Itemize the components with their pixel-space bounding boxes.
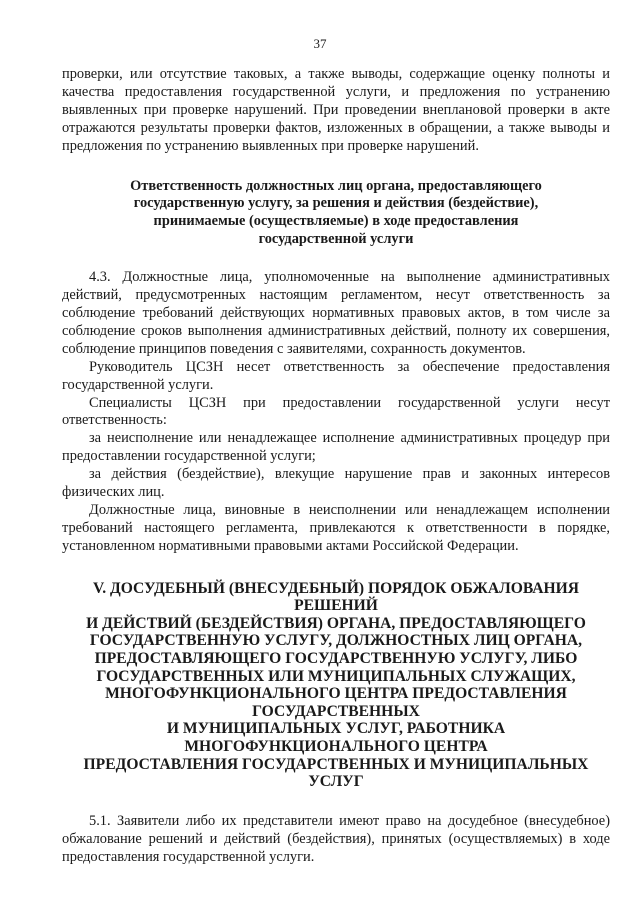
chapter-heading-line: ПРЕДОСТАВЛЕНИЯ ГОСУДАРСТВЕННЫХ И МУНИЦИПАЛЬНЫХ УСЛУГ	[83, 755, 589, 791]
section-heading-line: принимаемые (осуществляемые) в ходе предоставления	[153, 213, 519, 230]
chapter-heading-appeal	[62, 580, 610, 791]
chapter-heading-line: РЕШЕНИЙ	[294, 597, 378, 615]
chapter-heading-line: ПРЕДОСТАВЛЯЮЩЕГО ГОСУДАРСТВЕННУЮ УСЛУГУ, ЛИБО	[94, 650, 578, 668]
section-heading-responsibility	[62, 178, 610, 250]
paragraph-improper-execution: за неисполнение или ненадлежащее исполнение административных процедур при предоставлении государственной услуги;	[62, 430, 610, 465]
chapter-heading-line: ГОСУДАРСТВЕННЫХ ИЛИ МУНИЦИПАЛЬНЫХ СЛУЖАЩИХ,	[96, 667, 576, 685]
page-number: 37	[313, 36, 327, 51]
paragraph-officials-liability: Должностные лица, виновные в неисполнении или ненадлежащем исполнении требований настоящего регламента, привлекаются к ответственности в порядке, установленном нормативными правовыми актами Российской Федерации.	[62, 501, 610, 554]
chapter-heading-line: V. ДОСУДЕБНЫЙ (ВНЕСУДЕБНЫЙ) ПОРЯДОК ОБЖАЛОВАНИЯ	[92, 579, 580, 597]
chapter-heading-line: ГОСУДАРСТВЕННЫХ	[252, 702, 420, 720]
chapter-heading-line: МНОГОФУНКЦИОНАЛЬНОГО ЦЕНТРА ПРЕДОСТАВЛЕНИЯ	[105, 685, 567, 703]
chapter-heading-line: ГОСУДАРСТВЕННУЮ УСЛУГУ, ДОЛЖНОСТНЫХ ЛИЦ ОРГАНА,	[89, 632, 583, 650]
paragraph-4-3: 4.3. Должностные лица, уполномоченные на выполнение административных действий, предусмотренных настоящим регламентом, несут ответственность за соблюдение требований действующих нормативных правовых актов, в том числе за соблюдение сроков выполнения административных действий, полноту их совершения, соблюдение принципов поведения с заявителями, сохранность документов.	[62, 269, 610, 357]
paragraph-5-1: 5.1. Заявители либо их представители имеют право на досудебное (внесудебное) обжалование решений и действий (бездействия), принятых (осуществляемых) в ходе предоставления государственной услуги.	[62, 812, 610, 865]
paragraph-specialists-responsibility: Специалисты ЦСЗН при предоставлении государственной услуги несут ответственность:	[62, 394, 610, 429]
paragraph-head-responsibility: Руководитель ЦСЗН несет ответственность за обеспечение предоставления государственной услуги.	[62, 358, 610, 393]
section-heading-line: Ответственность должностных лиц органа, предоставляющего	[130, 177, 542, 194]
chapter-heading-line: И МУНИЦИПАЛЬНЫХ УСЛУГ, РАБОТНИКА	[166, 720, 506, 738]
chapter-heading-line: И ДЕЙСТВИЙ (БЕЗДЕЙСТВИЯ) ОРГАНА, ПРЕДОСТАВЛЯЮЩЕГО	[86, 614, 586, 632]
chapter-heading-line: МНОГОФУНКЦИОНАЛЬНОГО ЦЕНТРА	[184, 738, 488, 755]
intro-paragraph: проверки, или отсутствие таковых, а также выводы, содержащие оценку полноты и качества предоставления государственной услуги, и предложения по устранению выявленных при проверке нарушений. При проведении внеплановой проверки в акте отражаются результаты проверки фактов, изложенных в обращении, а также выводы и предложения по устранению выявленных при проверке нарушений.	[62, 66, 610, 154]
section-heading-line: государственную услугу, за решения и действия (бездействие),	[133, 195, 539, 212]
paragraph-rights-violation: за действия (бездействие), влекущие нарушение прав и законных интересов физических лиц.	[62, 466, 610, 501]
page-content	[62, 66, 610, 867]
section-heading-line: государственной услуги	[258, 231, 414, 248]
